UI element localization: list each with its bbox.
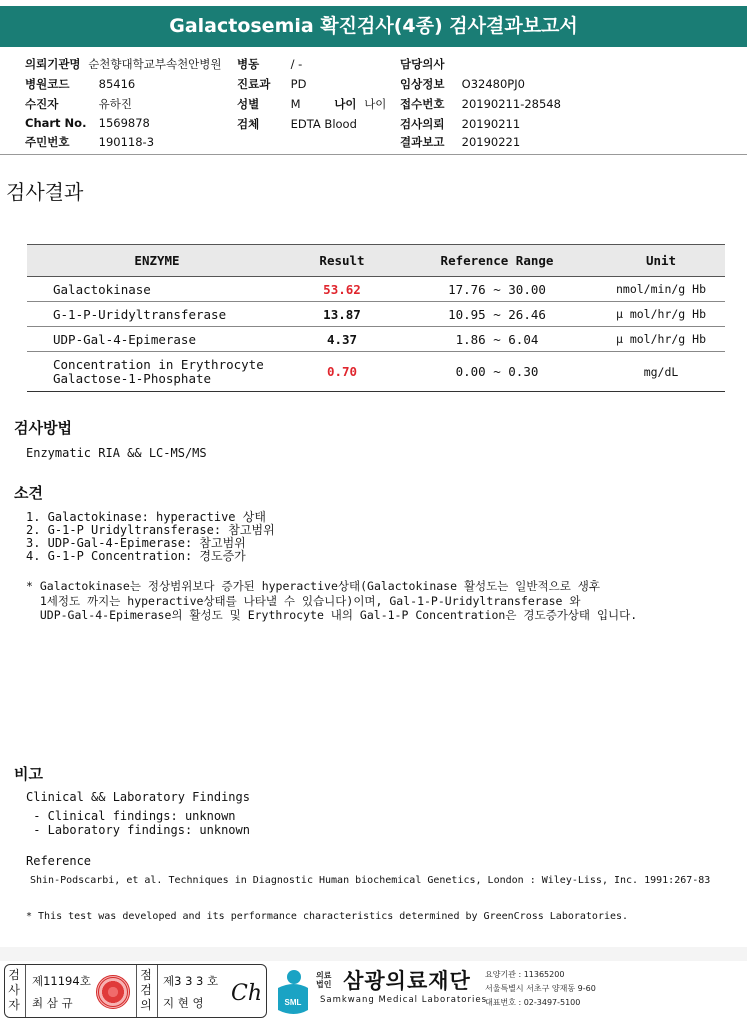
info-value: EDTA Blood — [290, 117, 357, 131]
sml-logo-icon — [272, 966, 312, 1016]
info-value: / - — [290, 57, 303, 71]
unit: μ mol/hr/g Hb — [597, 302, 725, 327]
info-row — [25, 116, 150, 130]
info-row — [25, 56, 222, 72]
method-text: Enzymatic RIA && LC-MS/MS — [26, 446, 207, 460]
info-label: 임상정보 — [400, 77, 445, 91]
finding-item: 2. G-1-P Uridyltransferase: 참고범위 — [26, 523, 275, 537]
enzyme-name-line1: Concentration in Erythrocyte — [53, 356, 264, 372]
unit: μ mol/hr/g Hb — [597, 327, 725, 352]
info-row — [25, 76, 135, 92]
age-value: 나이 — [364, 97, 387, 111]
table-header-row — [27, 245, 725, 277]
report-title: Galactosemia 확진검사(4종) 검사결과보고서 — [0, 6, 747, 47]
signature-box — [4, 964, 267, 1018]
checker-label: 점 검 의 — [140, 968, 152, 1012]
divider — [136, 965, 137, 1017]
info-row — [400, 76, 525, 92]
findings-title: 소견 — [14, 484, 43, 502]
finding-item: 3. UDP-Gal-4-Epimerase: 참고범위 — [26, 536, 246, 550]
address: 서울특별시 서초구 양재동 9-60 — [485, 984, 596, 993]
info-value: PD — [290, 77, 307, 91]
info-row — [237, 96, 386, 112]
unit: nmol/min/g Hb — [597, 277, 725, 302]
age-label: 나이 — [334, 97, 357, 111]
info-row — [237, 76, 306, 92]
checker-name: 지 현 영 — [163, 996, 204, 1010]
divider — [25, 965, 26, 1017]
reference-text: Shin-Podscarbi, et al. Techniques in Diagnostic Human biochemical Genetics, London : Wiley-Liss, Inc. 1991:267-83 — [30, 875, 711, 886]
remarks-line: - Clinical findings: unknown — [26, 809, 236, 823]
disclaimer: * This test was developed and its performance characteristics determined by GreenCross Laboratories. — [26, 911, 629, 922]
org-english: Samkwang Medical Laboratories — [320, 995, 488, 1005]
results-table — [27, 244, 725, 392]
col-enzyme: ENZYME — [27, 245, 287, 277]
info-row — [237, 116, 357, 132]
info-value: O32480PJ0 — [461, 77, 525, 91]
footer-band — [0, 947, 747, 961]
info-label: 병동 — [237, 57, 260, 71]
info-label: Chart No. — [25, 116, 87, 130]
table-row — [27, 327, 725, 352]
enzyme-name — [27, 352, 287, 392]
info-label: 수진자 — [25, 97, 59, 111]
phone: 대표번호 : 02-3497-5100 — [485, 998, 581, 1007]
result-value: 0.70 — [287, 352, 397, 392]
col-unit: Unit — [597, 245, 725, 277]
reference-range: 17.76 ~ 30.00 — [397, 277, 597, 302]
info-row — [400, 134, 520, 150]
unit: mg/dL — [597, 352, 725, 392]
finding-note-line: * Galactokinase는 정상범위보다 증가된 hyperactive상태(Galactokinase 활성도는 일반적으로 생후 — [26, 579, 600, 593]
institution-code: 요양기관 : 11365200 — [485, 970, 565, 979]
info-label: 결과보고 — [400, 135, 445, 149]
info-label: 성별 — [237, 97, 260, 111]
checker-license: 제3 3 3 호 — [163, 974, 219, 988]
info-row — [237, 56, 302, 72]
info-label: 접수번호 — [400, 97, 445, 111]
col-reference: Reference Range — [397, 245, 597, 277]
info-value: 20190221 — [461, 135, 521, 149]
result-value: 53.62 — [287, 277, 397, 302]
results-title: 검사결과 — [6, 180, 84, 204]
reference-range: 0.00 ~ 0.30 — [397, 352, 597, 392]
info-label: 담당의사 — [400, 57, 445, 71]
enzyme-name: UDP-Gal-4-Epimerase — [27, 327, 287, 352]
info-label: 검사의뢰 — [400, 117, 445, 131]
info-value: 20190211-28548 — [461, 97, 561, 111]
info-value: 유하진 — [98, 97, 132, 111]
divider — [0, 154, 747, 155]
info-value: 순천향대학교부속천안병원 — [88, 57, 222, 71]
remarks-line: - Laboratory findings: unknown — [26, 823, 250, 837]
finding-item: 1. Galactokinase: hyperactive 상태 — [26, 510, 266, 524]
info-label: 진료과 — [237, 77, 271, 91]
info-value: 1569878 — [98, 116, 150, 130]
tester-license: 제11194호 — [32, 974, 91, 988]
info-label: 주민번호 — [25, 135, 70, 149]
info-row — [400, 56, 462, 72]
enzyme-name-line2: Galactose-1-Phosphate — [53, 370, 212, 386]
info-label: 검체 — [237, 117, 260, 131]
info-row — [400, 96, 561, 112]
table-row — [27, 277, 725, 302]
info-value: 20190211 — [461, 117, 521, 131]
info-value: M — [290, 97, 301, 111]
enzyme-name: Galactokinase — [27, 277, 287, 302]
org-name: 삼광의료재단 — [343, 969, 471, 993]
info-value: 190118-3 — [98, 135, 155, 149]
info-label: 병원코드 — [25, 77, 70, 91]
finding-note-line: 1세정도 까지는 hyperactive상태를 나타낼 수 있습니다)이며, Gal-1-P-Uridyltransferase 와 — [26, 594, 581, 608]
finding-note-line: UDP-Gal-4-Epimerase의 활성도 및 Erythrocyte 내의 Gal-1-P Concentration은 경도증가상태 입니다. — [26, 608, 638, 622]
col-result: Result — [287, 245, 397, 277]
divider — [157, 965, 158, 1017]
seal-stamp — [96, 975, 130, 1009]
info-row — [25, 96, 132, 112]
remarks-heading: Clinical && Laboratory Findings — [26, 790, 250, 804]
enzyme-name: G-1-P-Uridyltransferase — [27, 302, 287, 327]
info-row — [25, 134, 154, 150]
result-value: 4.37 — [287, 327, 397, 352]
footer — [0, 962, 747, 1022]
reference-range: 1.86 ~ 6.04 — [397, 327, 597, 352]
info-label: 의뢰기관명 — [25, 57, 81, 71]
finding-item: 4. G-1-P Concentration: 경도증가 — [26, 549, 246, 563]
remarks-title: 비고 — [14, 765, 43, 783]
org-name-block — [316, 965, 471, 995]
tester-label: 검 사 자 — [8, 968, 20, 1012]
logo-text: SML — [284, 998, 302, 1007]
result-value: 13.87 — [287, 302, 397, 327]
reference-label: Reference — [26, 854, 92, 868]
table-row — [27, 352, 725, 392]
table-row — [27, 302, 725, 327]
reference-range: 10.95 ~ 26.46 — [397, 302, 597, 327]
tester-name: 최 삼 규 — [32, 996, 73, 1010]
info-value: 85416 — [98, 77, 136, 91]
signature: Ch — [231, 981, 263, 1006]
org-prefix: 의료법인 — [316, 971, 332, 989]
method-title: 검사방법 — [14, 419, 72, 437]
info-row — [400, 116, 520, 132]
